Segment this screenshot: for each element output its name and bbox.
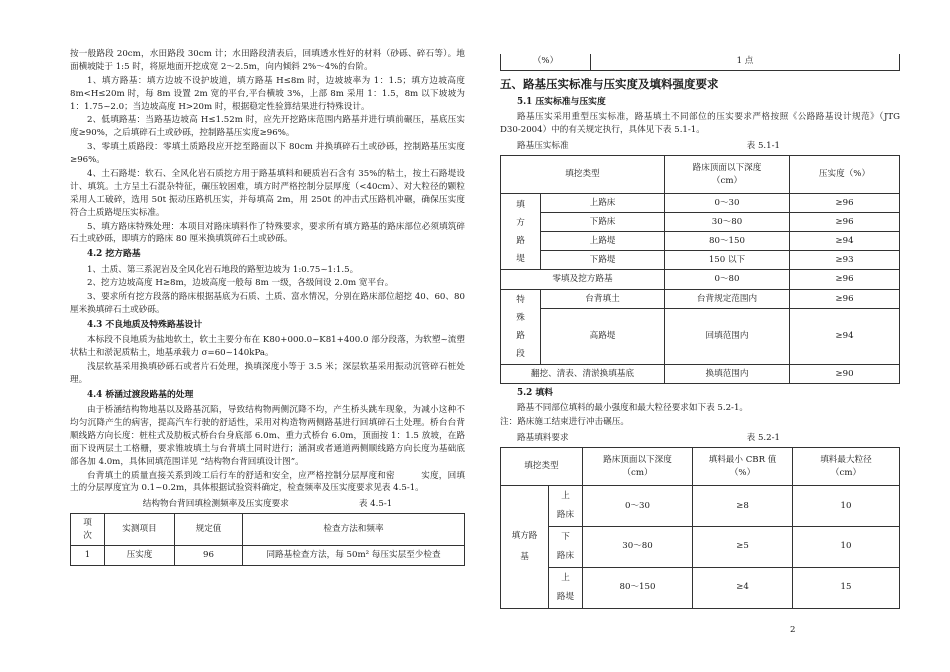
heading-5-2: 5.2 填料 xyxy=(517,388,553,399)
paragraph-zero-fill: 3、零填土质路段：零填土质路段应开挖至路面以下 80cm 并换填碎石土或砂砾，控制路基压实度≥96%。 xyxy=(70,142,465,166)
table-4-5-1 xyxy=(70,513,465,566)
table-row xyxy=(501,526,900,567)
paragraph-earth-rock: 4、土石路堤：软石、全风化岩石质挖方用于路基填料和硬质岩石含有 35%的粘土，按土石路堤设计、填筑。土方呈土石混杂特征，碾压较困难，填方时严格控制分层厚度（<40cm）、对大粒径的颗粒采用人工破碎，选用 50t 振动压路机压实，并每填高 2m，用 250t 的冲击式压路机冲碾，确保压实度符合土质路堤压实标准。 xyxy=(70,169,465,218)
table-5-2-1-caption xyxy=(500,432,900,445)
table-cell: ≥96 xyxy=(790,290,900,309)
table-title: 路基压实标准 xyxy=(517,141,569,152)
table-cell: ≥94 xyxy=(790,309,900,365)
heading-5-1: 5.1 压实标准与压实度 xyxy=(517,97,606,108)
paragraph-soft-soil-treatment: 浅层软基采用换填砂砾石或者片石处理，换填深度小等于 3.5 米；深层软基采用振动沉管碎石桩处理。 xyxy=(70,362,465,385)
table-5-1-1 xyxy=(500,155,900,384)
table-row xyxy=(501,365,900,384)
table-5-1-1-caption xyxy=(500,140,900,153)
table-cell: 10 xyxy=(793,526,900,567)
header-cell: 填料最小 CBR 值 （%） xyxy=(693,448,793,486)
header-cell: 路床顶面以下深度 （cm） xyxy=(665,156,790,194)
table-row xyxy=(501,251,900,270)
header-cell: 实测项目 xyxy=(105,514,175,546)
table-row xyxy=(501,232,900,251)
paragraph-compaction: 路基压实采用重型压实标准，路基填土不同部位的压实要求严格按照《公路路基设计规范》（JTG D30-2004）中的有关规定执行，具体见下表 5.1-1。 xyxy=(500,112,900,136)
paragraph-cut-3: 3、要求所有挖方段落的路床根据基底为石质、土质、富水情况，分别在路床部位超挖 40、60、80 厘米换填碎石土或砂砾。 xyxy=(70,292,465,316)
table-cell: 30～80 xyxy=(583,526,693,567)
table-cell: 上路床 xyxy=(541,194,665,213)
header-cell: 规定值 xyxy=(175,514,243,546)
table-row xyxy=(501,213,900,232)
header-cell: 填挖类型 xyxy=(501,156,665,194)
table-number: 表 4.5-1 xyxy=(358,499,393,510)
table-cell: ≥96 xyxy=(790,213,900,232)
paragraph-cut-1: 1、土质、第三系泥岩及全风化岩石地段的路堑边坡为 1:0.75~1:1.5。 xyxy=(87,264,359,275)
table-cell: 台背填土 xyxy=(541,290,665,309)
table-header-row xyxy=(71,514,465,546)
table-cell: 上 路堤 xyxy=(549,567,583,608)
right-column xyxy=(500,76,900,609)
table-cell: ≥8 xyxy=(693,486,793,527)
table-cell: 回填范围内 xyxy=(665,309,790,365)
table-number: 表 5.2-1 xyxy=(746,433,780,444)
section-title-5: 五、路基压实标准与压实度及填料强度要求 xyxy=(500,77,719,91)
table-cell: 1 点 xyxy=(591,54,900,70)
table-cell: 换填范围内 xyxy=(665,365,790,384)
table-cell: ≥90 xyxy=(790,365,900,384)
table-4-5-1-caption xyxy=(70,498,465,511)
table-cell: 上 路床 xyxy=(549,486,583,527)
table-cell: 80～150 xyxy=(583,567,693,608)
paragraph-fill-embankment: 1、填方路基：填方边坡不设护坡道，填方路基 H≤8m 时，边坡坡率为 1：1.5；填方边坡高度 8m<H≤20m 时，每 8m 设置 2m 宽的平台,平台横坡 3%，上部 8m 采用 1：1.5，8m 以下坡坡为 1：1.75~2.0；当边坡高度 H>20m 时，根据稳定性验算结果进行特殊设计。 xyxy=(70,75,465,112)
table-5-2-1 xyxy=(500,447,900,608)
table-cell: ≥5 xyxy=(693,526,793,567)
table-cell: （%） xyxy=(501,54,591,70)
paragraph-fill-material: 路基不同部位填料的最小强度和最大粒径要求如下表 5.2-1。 xyxy=(517,403,749,414)
table-row xyxy=(71,546,465,566)
table-row xyxy=(501,567,900,608)
table-cell: 翻挖、清表、清淤换填基底 xyxy=(501,365,665,384)
group-label-fill: 填方路 基 xyxy=(501,486,549,608)
heading-4-3: 4.3 不良地质及特殊路基设计 xyxy=(87,320,203,331)
heading-4-2: 4.2 挖方路基 xyxy=(87,249,141,260)
table-cell: 30～80 xyxy=(665,213,790,232)
table-cell: 零填及挖方路基 xyxy=(501,270,665,290)
table-cell: 高路堤 xyxy=(541,309,665,365)
table-row xyxy=(501,486,900,527)
table-number: 表 5.1-1 xyxy=(746,141,780,152)
table-cell: 96 xyxy=(175,546,243,566)
table-cell: 台背规定范围内 xyxy=(665,290,790,309)
table-row xyxy=(501,270,900,290)
table-cell: 下 路床 xyxy=(549,526,583,567)
paragraph-cut-2: 2、挖方边坡高度 H≥8m，边坡高度一般每 8m 一级，各级间设 2.0m 宽平台。 xyxy=(87,278,394,289)
table-row xyxy=(501,290,900,309)
header-cell: 项 次 xyxy=(71,514,105,546)
paragraph-low-fill: 2、低填路基：当路基边坡高 H≤1.52m 时，应先开挖路床范围内路基并进行填前碾压，基底压实度≥90%，之后填碎石土或砂砾，控制路基压实度≥96%。 xyxy=(70,115,465,139)
table-cell: ≥96 xyxy=(790,270,900,290)
table-header-row xyxy=(501,156,900,194)
header-cell: 路床顶面以下深度 （cm） xyxy=(583,448,693,486)
table-row xyxy=(501,309,900,365)
table-cell: 上路堤 xyxy=(541,232,665,251)
continued-table-fragment xyxy=(500,54,900,71)
group-label-special: 特 殊 路 段 xyxy=(501,290,541,365)
table-cell: 压实度 xyxy=(105,546,175,566)
table-row xyxy=(501,194,900,213)
table-cell: 同路基检查方法，每 50m² 每压实层至少检查 xyxy=(243,546,465,566)
page-number: 2 xyxy=(790,625,796,635)
table-cell: 10 xyxy=(793,486,900,527)
table-cell: ≥93 xyxy=(790,251,900,270)
table-cell: 下路床 xyxy=(541,213,665,232)
table-cell: 1 xyxy=(71,546,105,566)
table-cell: 0～30 xyxy=(583,486,693,527)
table-row xyxy=(501,54,900,70)
table-title: 结构物台背回填检测频率及压实度要求 xyxy=(142,499,289,510)
paragraph-backfill-quality: 台背填土的质量直接关系到竣工后行车的舒适和安全，应严格控制分层厚度和密 实度，回填土的分层厚度宜为 0.1~0.2m，具体根据试验资料确定，检查频率及压实度要求见表 4.5-1。 xyxy=(70,470,465,494)
table-cell: 80～150 xyxy=(665,232,790,251)
heading-4-4: 4.4 桥涵过渡段路基的处理 xyxy=(87,389,194,400)
header-cell: 压实度（%） xyxy=(790,156,900,194)
table-cell: 0～30 xyxy=(665,194,790,213)
table-header-row xyxy=(501,448,900,486)
table-cell: ≥94 xyxy=(790,232,900,251)
table-title: 路基填料要求 xyxy=(517,433,569,444)
table-cell: 0～80 xyxy=(665,270,790,290)
paragraph-subgrade-special: 5、填方路床特殊处理：本项目对路床填料作了特殊要求，要求所有填方路基的路床部位必须填筑碎石土或砂砾，即填方的路床 80 厘米换填筑碎石土或砂砾。 xyxy=(70,221,465,245)
table-cell: ≥96 xyxy=(790,194,900,213)
header-cell: 填挖类型 xyxy=(501,448,583,486)
table-cell: ≥4 xyxy=(693,567,793,608)
paragraph-soft-soil: 本标段不良地质为盐地软土，软土主要分布在 K80+000.0~K81+400.0 部分段落，为软塑~流塑状粘土和淤泥质粘土，地基承载力 σ=60~140kPa。 xyxy=(70,335,465,359)
left-column xyxy=(70,48,465,566)
header-cell: 检查方法和频率 xyxy=(243,514,465,546)
header-cell: 填料最大粒径 （cm） xyxy=(793,448,900,486)
table-cell: 150 以下 xyxy=(665,251,790,270)
paragraph-bridge-transition: 由于桥涵结构物地基以及路基沉陷，导致结构物两侧沉降不均，产生桥头跳车现象，为减小这种不均匀沉降产生的病害，提高汽车行驶的舒适性，采用对构造物两侧路基进行回填碎石土处理。桥台台背顺线路方向长度：桩柱式及肋板式桥台台身底部 6.0m、重力式桥台 6.0m，顶面按 1：1.5 放坡，在路面下设两层土工格栅，要求锥坡填土与台背填土同时进行；涵洞或者通道两侧顺线路方向长度为基础底部各加 4.0m，具体回填范围详见 “结构物台背回填设计图”。 xyxy=(70,405,465,467)
table-cell: 下路堤 xyxy=(541,251,665,270)
paragraph-note: 注：路床施工结束进行冲击碾压。 xyxy=(500,417,629,428)
table-cell: 15 xyxy=(793,567,900,608)
paragraph-intro: 按一般路段 20cm，水田路段 30cm 计；水田路段清表后，回填透水性好的材料（砂砾、碎石等）。地面横坡陡于 1:5 时，将原地面开挖成宽 2～2.5m，向内倾斜 2%～4%的台阶。 xyxy=(70,49,465,72)
group-label-fill: 填 方 路 堤 xyxy=(501,194,541,270)
